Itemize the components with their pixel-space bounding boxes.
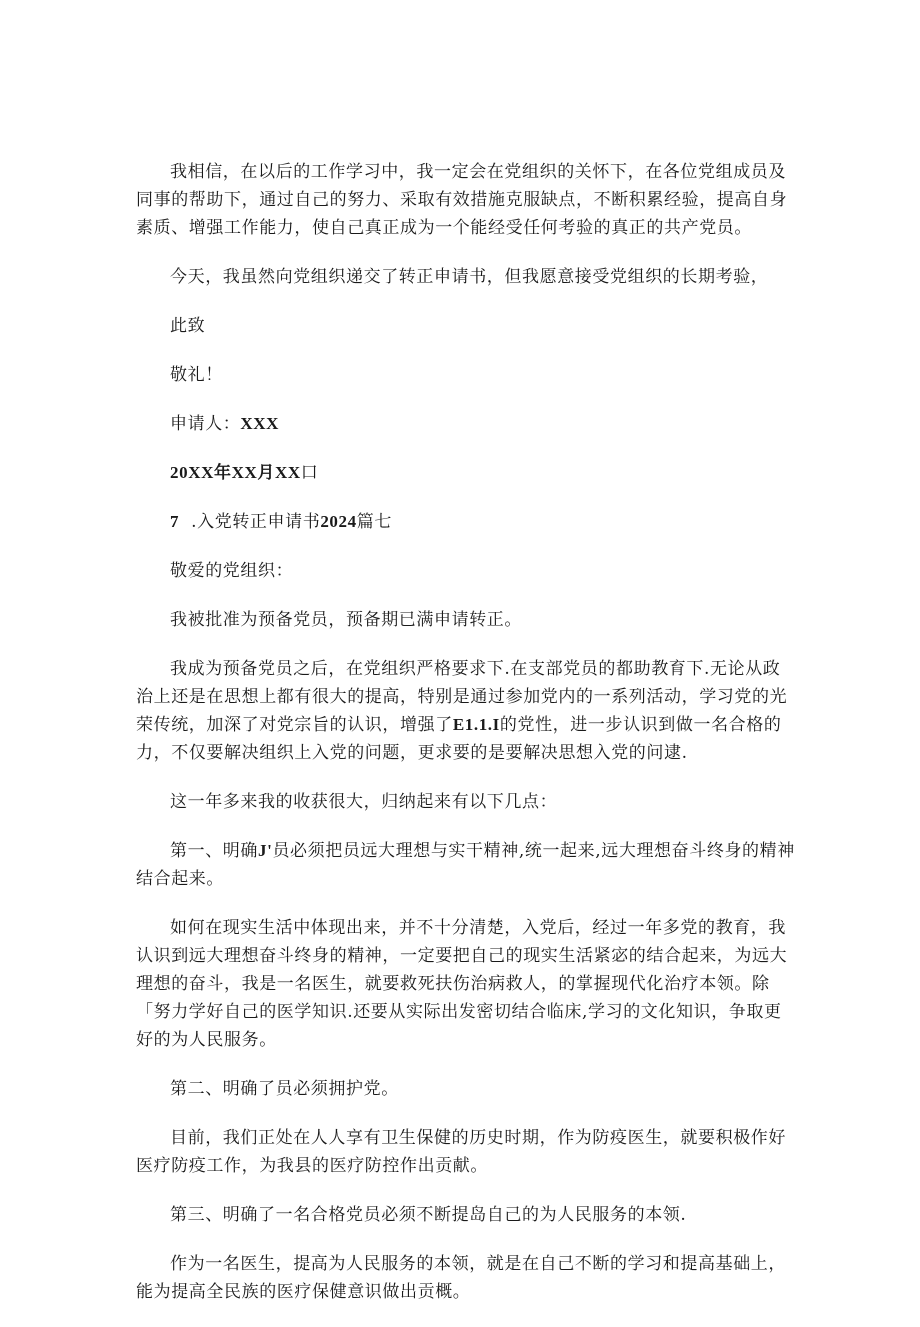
date-month: XX bbox=[231, 463, 258, 482]
paragraph-progress bbox=[136, 655, 796, 767]
point-one-part-a: 第一、明确 bbox=[170, 841, 258, 861]
point-one-part-b: J' bbox=[258, 841, 273, 860]
heading-year: 2024 bbox=[320, 512, 357, 531]
date-month-char: 月 bbox=[257, 463, 275, 482]
salutation: 敬爱的党组织： bbox=[170, 561, 294, 581]
paragraph-reflection: 如何在现实生活中体现出来，并不十分清楚，入党后，经过一年多党的教育，我认识到远大理想奋斗终身的精神，一定要把自己的现实生活紧宓的结合起来，为远大理想的奋斗，我是一名医生，就要救死扶伤治病救人，的掌握现代化治疗本领。除「努力学好自己的医学知识.还要从实际出发密切结合临床,学习的文化知识，争取更好的为人民服务。 bbox=[136, 918, 788, 1050]
paragraph-public-health: 目前，我们正处在人人享有卫生保健的历史时期，作为防疫医生，就要积极作好医疗防疫工作，为我县的医疗防控作出贡献。 bbox=[136, 1128, 786, 1176]
closing-line-1: 此致 bbox=[170, 316, 206, 336]
paragraph-point-two: 第二、明确了员必须拥护党。 bbox=[170, 1079, 399, 1099]
paragraph-point-three: 第三、明确了一名合格党员必须不断提岛自己的为人民服务的本领. bbox=[170, 1205, 687, 1225]
paragraph-resolution: 我相信，在以后的工作学习中，我一定会在党组织的关怀下，在各位党组成员及同事的帮助下，通过自己的努力、采取有效措施克服缺点，不断积累经验，提高自身素质、增强工作能力，使自己真正成为一个能经受任何考验的真正的共产党员。 bbox=[136, 162, 788, 238]
signature-line bbox=[136, 410, 796, 438]
date-year-char: 年 bbox=[213, 463, 232, 482]
paragraph-submission: 今天，我虽然向党组织递交了转正申请书，但我愿意接受党组织的长期考验， bbox=[170, 267, 769, 287]
paragraph-progress-part-c: 的党性，进一步认识到做一名合格的力，不仅要解决组织上入党的问题，更求要的是要解决思想入党的问逮. bbox=[136, 715, 782, 763]
paragraph-summary: 这一年多来我的收获很大，归纳起来有以下几点： bbox=[170, 792, 558, 812]
date-year: 20XX bbox=[170, 463, 214, 482]
paragraph-progress-part-b: E1.1.I bbox=[452, 715, 500, 734]
paragraph-progress-part-a: 我成为预备党员之后，在党组织严格要求下.在支部党员的都助教育下.无论从政治上还是在思想上都有很大的提高，特别是通过参加党内的一系列活动，学习党的光荣传统，加深了对党宗旨的认识，增强了 bbox=[136, 659, 788, 735]
paragraph-point-one bbox=[136, 837, 796, 893]
document-body bbox=[136, 158, 796, 1327]
closing-line-2: 敬礼！ bbox=[170, 365, 223, 385]
date-day-char: 口 bbox=[300, 463, 319, 483]
section-heading bbox=[136, 508, 796, 536]
signature-name: XXX bbox=[240, 414, 280, 433]
point-one-part-c: 员必须把员远大理想与实干精神,统一起来,远大理想奋斗终身的精神结合起来。 bbox=[136, 841, 795, 889]
signature-label: 申请人： bbox=[170, 414, 241, 434]
date-day: XX bbox=[274, 463, 301, 482]
heading-text: .入党转正申请书 bbox=[179, 512, 321, 532]
paragraph-approval: 我被批准为预备党员，预备期已满申请转正。 bbox=[170, 610, 522, 630]
paragraph-skills: 作为一名医生，提高为人民服务的本领，就是在自己不断的学习和提高基础上，能为提高全民族的医疗保健意识做出贡概。 bbox=[136, 1254, 786, 1302]
heading-tail: 篇七 bbox=[356, 512, 392, 532]
heading-number: 7 bbox=[170, 512, 180, 531]
date-line bbox=[136, 459, 796, 487]
